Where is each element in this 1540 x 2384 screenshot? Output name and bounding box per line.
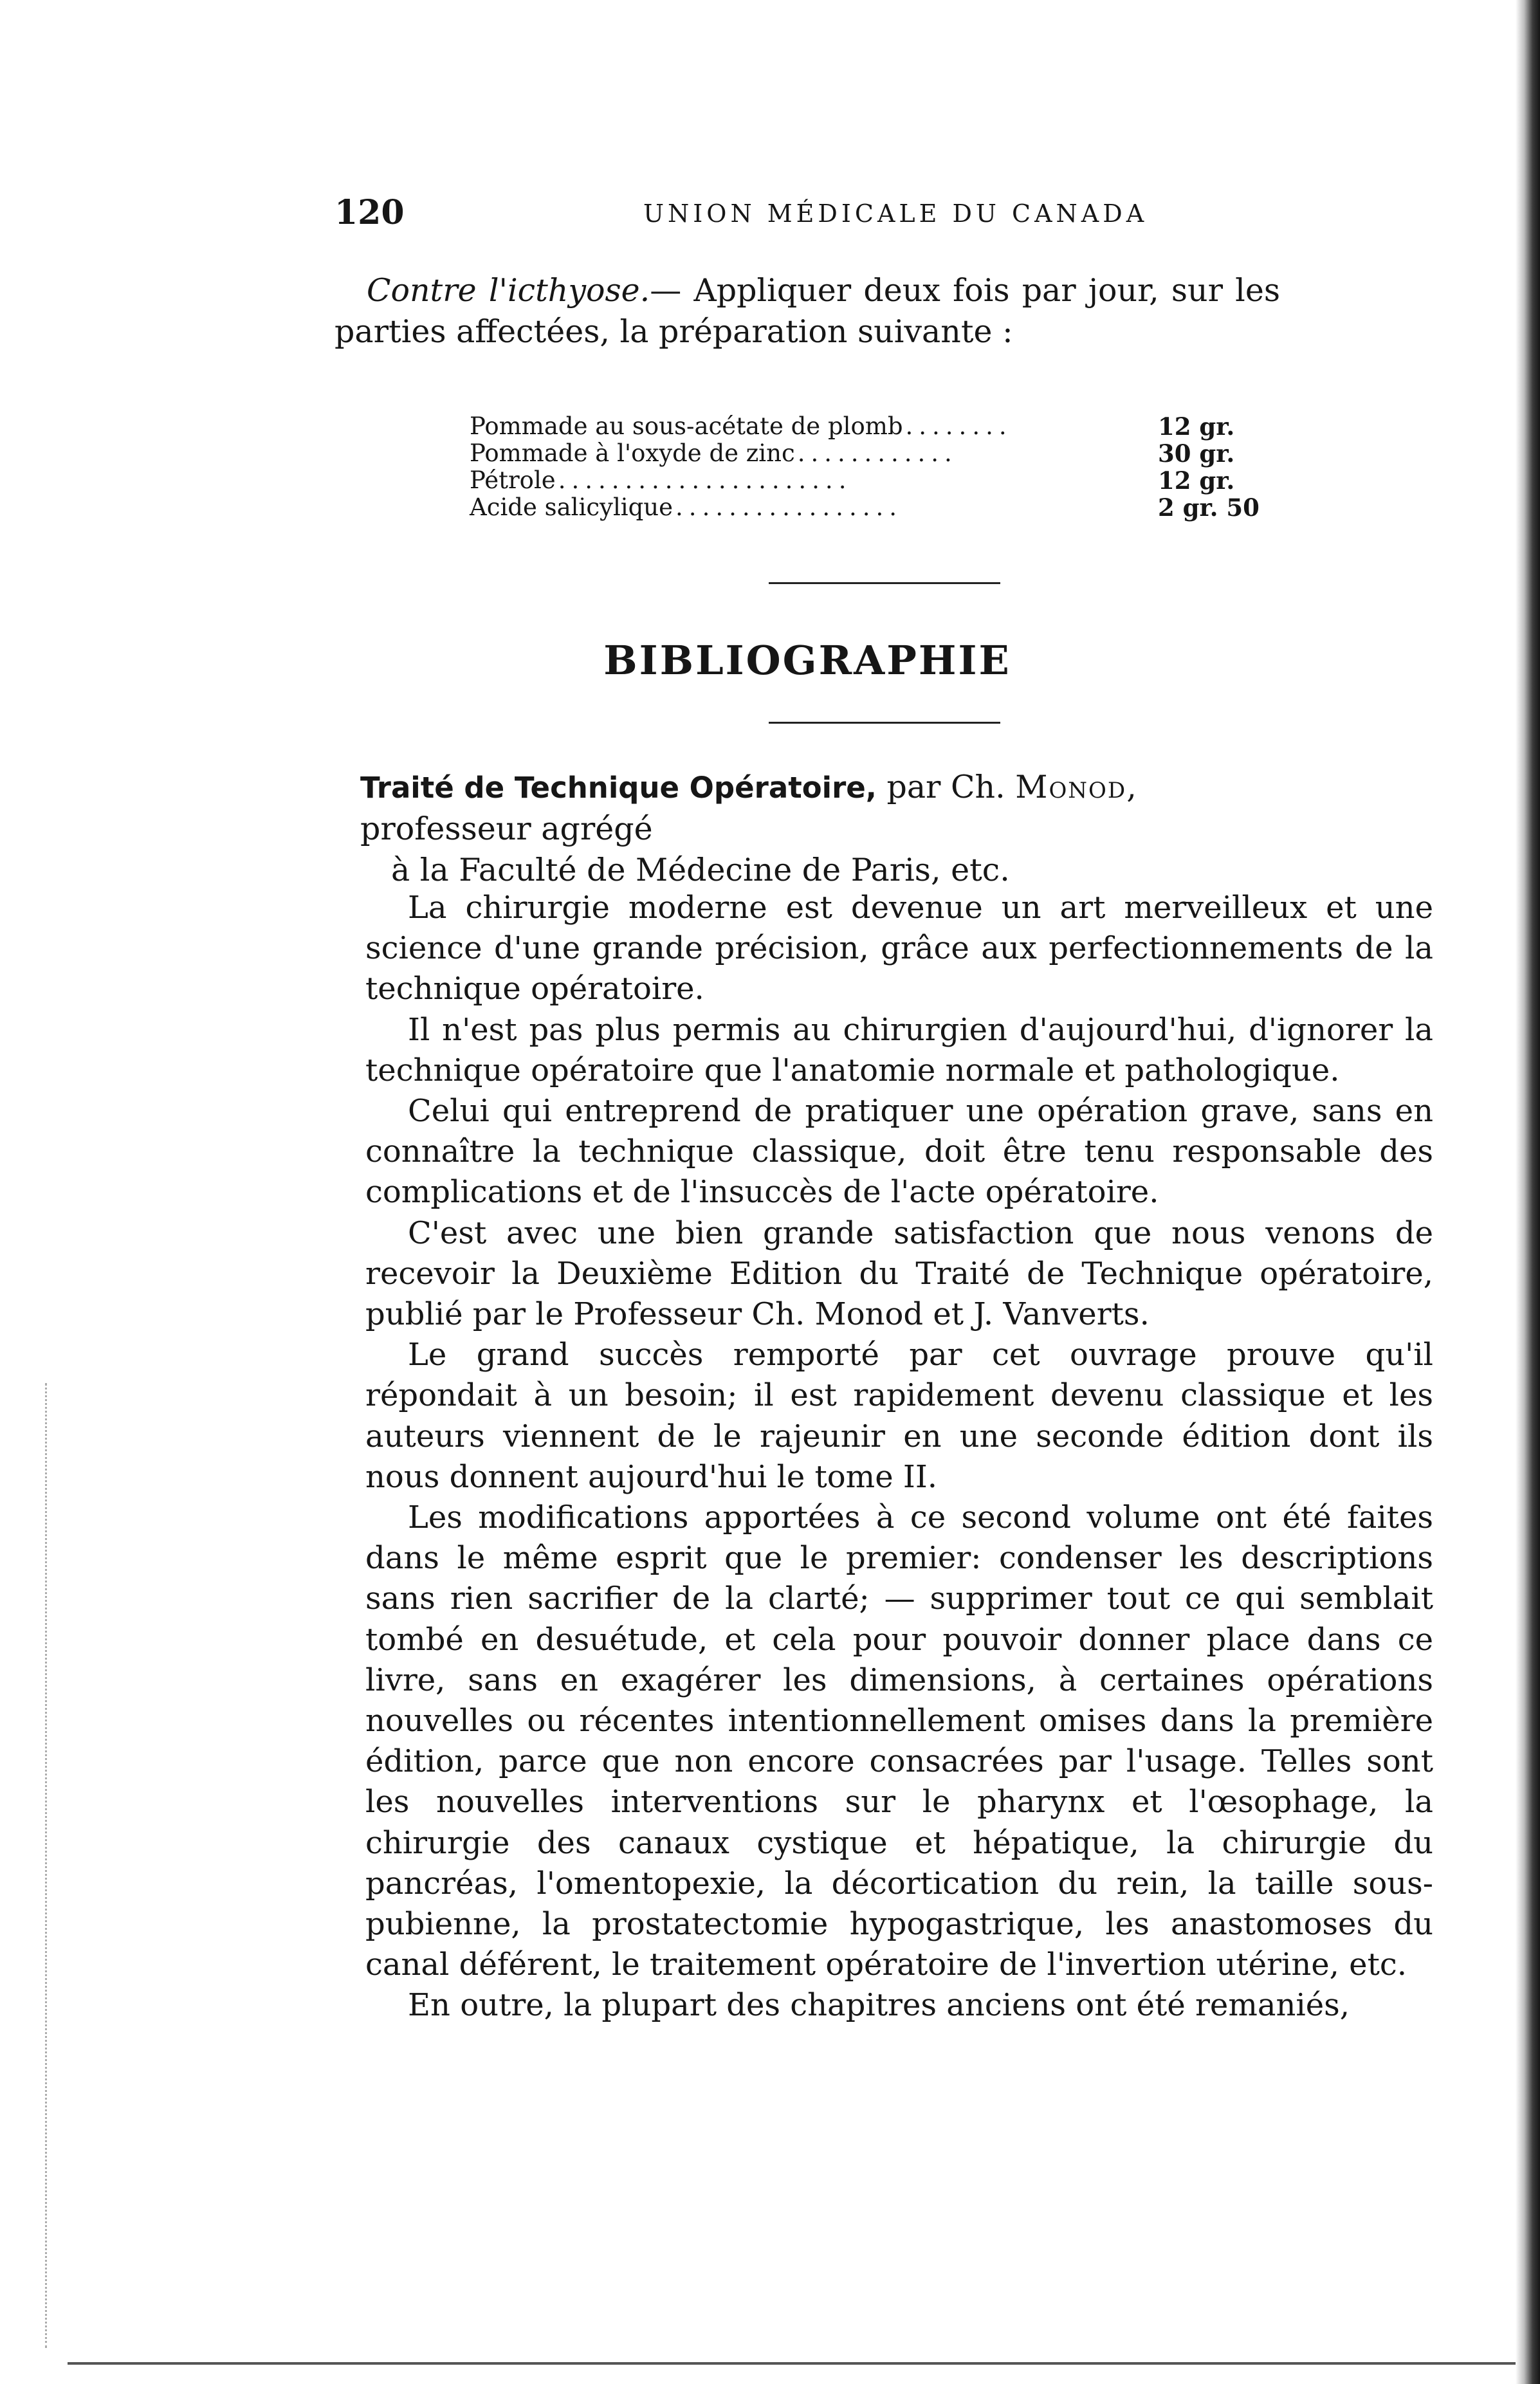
- body-paragraph: Celui qui entreprend de pratiquer une opération grave, sans en connaître la technique classique, doit être tenu responsable des complications et de l'insuccès de l'acte opératoire.: [365, 1093, 1433, 1211]
- intro-paragraph: [335, 270, 1280, 353]
- recipe-leader-dots: .................: [675, 494, 903, 521]
- book-by: par Ch.: [886, 769, 1005, 805]
- body-paragraph: Il n'est pas plus permis au chirurgien d'aujourd'hui, d'ignorer la technique opératoire que l'anatomie normale et pathologique.: [365, 1011, 1433, 1088]
- body-paragraph: La chirurgie moderne est devenue un art merveilleux et une science d'une grande précision, grâce aux perfectionnements de la technique opératoire.: [365, 890, 1433, 1007]
- section-divider-top: [769, 582, 1000, 584]
- recipe-ingredient: Pommade à l'oxyde de zinc: [470, 439, 795, 467]
- page-header: [335, 193, 1274, 244]
- intro-lead: Contre l'icthyose.: [367, 272, 650, 309]
- body-paragraph: C'est avec une bien grande satisfaction que nous venons de recevoir la Deuxième Edition du Traité de Technique opératoire, publié par le Professeur Ch. Monod et J. Vanverts.: [365, 1215, 1433, 1333]
- recipe-ingredient: Pétrole: [470, 466, 556, 494]
- book-author: Monod,: [1015, 769, 1138, 805]
- body-paragraph: En outre, la plupart des chapitres anciens ont été remaniés,: [408, 1987, 1350, 2024]
- book-reference: [360, 767, 1306, 891]
- recipe-ingredient: Acide salicylique: [470, 493, 674, 521]
- recipe-list: [470, 413, 1299, 521]
- body-paragraph: Le grand succès remporté par cet ouvrage prouve qu'il répondait à un besoin; il est rapidement devenu classique et les auteurs viennent de le rajeunir en une seconde édition dont ils nous donnent aujourd'hui le tome II.: [365, 1337, 1433, 1495]
- recipe-leader-dots: ......................: [558, 467, 852, 494]
- page-edge-shadow: [1516, 0, 1540, 2384]
- book-title: Traité de Technique Opératoire,: [360, 771, 877, 805]
- binding-marks: [45, 1383, 51, 2348]
- recipe-row: [470, 413, 1299, 440]
- page-bottom-edge: [68, 2362, 1516, 2365]
- book-reference-line-2: à la Faculté de Médecine de Paris, etc.: [391, 852, 1010, 888]
- recipe-amount: 12 gr.: [1158, 412, 1235, 441]
- running-head: UNION MÉDICALE DU CANADA: [643, 199, 1148, 228]
- recipe-ingredient: Pommade au sous-acétate de plomb: [470, 412, 903, 440]
- recipe-leader-dots: ............: [797, 440, 958, 467]
- body-paragraph: Les modifications apportées à ce second volume ont été faites dans le même esprit que le premier: condenser les descriptions sans rien sacrifier de la clarté; — supprimer tout ce qui semblait tombé en desuétude, et cela pour pouvoir donner place dans ce livre, sans en exagérer les dimensions, à certaines opérations nouvelles ou récentes intentionnellement omises dans la première édition, parce que non encore consacrées par l'usage. Telles sont les nouvelles interventions sur le pharynx et l'œsophage, la chirurgie des canaux cystique et hépatique, la chirurgie du pancréas, l'omentopexie, la décortication du rein, la taille sous-pubienne, la prostatectomie hypogastrique, les anastomoses du canal déférent, le traitement opératoire de l'invertion utérine, etc.: [365, 1499, 1433, 1983]
- recipe-leader-dots: ........: [905, 413, 1013, 440]
- section-title: BIBLIOGRAPHIE: [603, 637, 1011, 684]
- intro-text: — Appliquer deux fois par jour, sur les parties affectées, la préparation suivante :: [335, 272, 1280, 350]
- book-reference-line-1: [360, 767, 1306, 850]
- recipe-amount: 30 gr.: [1158, 439, 1235, 468]
- book-author-role: professeur agrégé: [360, 811, 653, 847]
- review-body: [365, 888, 1433, 2026]
- recipe-row: [470, 440, 1299, 467]
- recipe-row: [470, 494, 1299, 521]
- recipe-amount: 2 gr. 50: [1158, 493, 1260, 522]
- recipe-amount: 12 gr.: [1158, 466, 1235, 495]
- page-number: 120: [335, 193, 405, 232]
- recipe-row: [470, 467, 1299, 494]
- section-divider-bottom: [769, 722, 1000, 724]
